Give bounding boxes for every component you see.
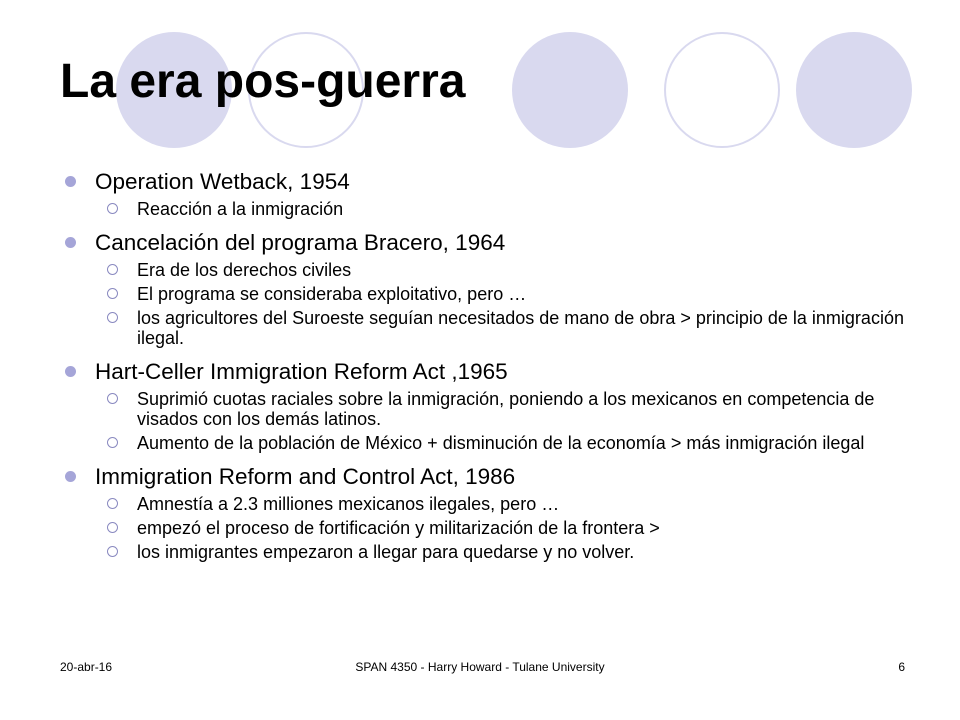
sub-bullet-icon [107, 203, 118, 214]
sub-bullet-text: Suprimió cuotas raciales sobre la inmigración, poniendo a los mexicanos en competencia de visados con los demás latinos. [137, 389, 875, 429]
bullet-dot-icon [65, 237, 76, 248]
sub-bullet-icon [107, 288, 118, 299]
bullet-dot-icon [65, 366, 76, 377]
sub-bullet-item [60, 389, 920, 429]
bullet-text: Cancelación del programa Bracero, 1964 [95, 230, 506, 255]
sub-bullet-text: Aumento de la población de México + disminución de la economía > más inmigración ilegal [137, 433, 865, 453]
bullet-item [60, 229, 920, 256]
footer-date: 20-abr-16 [60, 660, 113, 674]
sub-bullet-item [60, 518, 920, 538]
slide-body [60, 168, 920, 562]
sub-bullet-icon [107, 437, 118, 448]
decorative-circle-filled [796, 32, 912, 148]
sub-bullet-text: los agricultores del Suroeste seguían necesitados de mano de obra > principio de la inmigración ilegal. [137, 308, 904, 348]
decorative-circle-filled [512, 32, 628, 148]
sub-bullet-text: empezó el proceso de fortificación y militarización de la frontera > [137, 518, 660, 538]
footer-page-number: 6 [898, 660, 905, 674]
bullet-text: Immigration Reform and Control Act, 1986 [95, 464, 516, 489]
sub-bullet-icon [107, 546, 118, 557]
bullet-item [60, 358, 920, 385]
footer-course-info: SPAN 4350 - Harry Howard - Tulane University [355, 660, 605, 674]
bullet-text: Hart-Celler Immigration Reform Act ,1965 [95, 359, 508, 384]
sub-bullet-item [60, 542, 920, 562]
bullet-item [60, 463, 920, 490]
bullet-dot-icon [65, 176, 76, 187]
sub-bullet-icon [107, 264, 118, 275]
slide-title: La era pos-guerra [60, 55, 466, 108]
sub-bullet-icon [107, 393, 118, 404]
bullet-item [60, 168, 920, 195]
sub-bullet-text: Amnestía a 2.3 milliones mexicanos ilegales, pero … [137, 494, 560, 514]
sub-bullet-text: Era de los derechos civiles [137, 260, 352, 280]
bullet-dot-icon [65, 471, 76, 482]
sub-bullet-item [60, 308, 920, 348]
decorative-circle-outline [664, 32, 780, 148]
sub-bullet-text: los inmigrantes empezaron a llegar para quedarse y no volver. [137, 542, 635, 562]
sub-bullet-text: Reacción a la inmigración [137, 199, 344, 219]
sub-bullet-icon [107, 312, 118, 323]
sub-bullet-item [60, 494, 920, 514]
sub-bullet-item [60, 433, 920, 453]
bullet-text: Operation Wetback, 1954 [95, 169, 350, 194]
sub-bullet-item [60, 260, 920, 280]
sub-bullet-text: El programa se consideraba exploitativo, pero … [137, 284, 527, 304]
sub-bullet-item [60, 284, 920, 304]
sub-bullet-icon [107, 498, 118, 509]
sub-bullet-item [60, 199, 920, 219]
sub-bullet-icon [107, 522, 118, 533]
